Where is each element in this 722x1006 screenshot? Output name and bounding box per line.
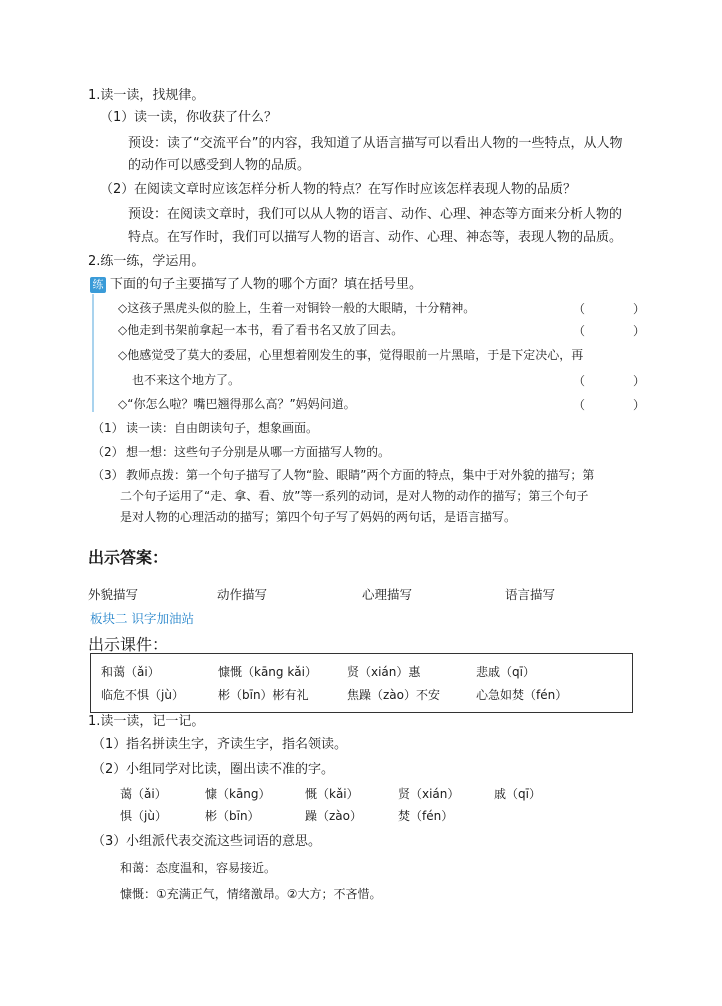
s3-step-1	[92, 737, 347, 753]
s3-step-3-num: （3）	[92, 834, 127, 849]
answer-blank-4[interactable]: （ ）	[573, 398, 646, 412]
step-3-text: 教师点拨：第一个句子描写了人物“脸、眼睛”两个方面的特点，集中于对外貌的描写；第	[126, 468, 595, 482]
char-3: 慨（kǎi）	[305, 787, 359, 801]
sentence-4: ◇“你怎么啦？嘴巴翘得那么高？”妈妈问道。	[118, 397, 356, 411]
section1-title: 1.读一读，找规律。	[88, 88, 205, 103]
step-1	[92, 420, 318, 436]
vocab-3: 贤（xián）惠	[347, 665, 421, 679]
step-2-num: （2）	[92, 445, 124, 459]
question-2-text: 在阅读文章时应该怎样分析人物的特点？在写作时应该怎样表现人物的品质？	[134, 182, 577, 197]
step-1-num: （1）	[92, 421, 124, 435]
char-6: 惧（jù）	[120, 809, 167, 823]
question-2	[100, 182, 576, 198]
answers-heading: 出示答案：	[88, 548, 169, 567]
definition-2: 慷慨：①充满正气，情绪激昂。②大方；不吝惜。	[120, 887, 382, 901]
sentence-2: ◇他走到书架前拿起一本书，看了看书名又放了回去。	[118, 323, 404, 337]
practice-divider	[92, 294, 94, 412]
section2-title: 2.练一练，学运用。	[88, 254, 205, 269]
q2-answer-line2: 特点。在写作时，我们可以描写人物的语言、动作、心理、神态等，表现人物的品质。	[128, 230, 623, 245]
vocab-8: 心急如焚（fén）	[476, 688, 568, 702]
answer-blank-2[interactable]: （ ）	[573, 324, 646, 338]
q2-answer-line1: 预设：在阅读文章时，我们可以从人物的语言、动作、心理、神态等方面来分析人物的	[128, 207, 623, 222]
vocab-7: 焦躁（zào）不安	[347, 688, 440, 702]
answer-blank-1[interactable]: （ ）	[573, 302, 646, 316]
vocab-5: 临危不惧（jù）	[101, 688, 184, 702]
char-8: 躁（zào）	[305, 809, 362, 823]
vocab-2: 慷慨（kāng kǎi）	[218, 665, 317, 679]
step-3	[92, 467, 594, 483]
question-2-num: （2）	[100, 182, 135, 197]
char-7: 彬（bīn）	[205, 809, 260, 823]
q1-answer-line2: 的动作可以感受到人物的品质。	[128, 158, 311, 173]
definition-1: 和蔼：态度温和，容易接近。	[120, 861, 277, 875]
vocab-6: 彬（bīn）彬有礼	[218, 688, 309, 702]
vocab-4: 悲戚（qī）	[476, 665, 535, 679]
step-2	[92, 444, 390, 460]
question-1-num: （1）	[100, 110, 135, 125]
char-1: 蔼（ǎi）	[120, 787, 167, 801]
section3-title: 1.读一读，记一记。	[88, 714, 205, 729]
char-5: 戚（qī）	[494, 787, 541, 801]
char-9: 焚（fén）	[398, 809, 454, 823]
s3-step-3	[92, 834, 321, 850]
practice-instruction: 下面的句子主要描写了人物的哪个方面？填在括号里。	[110, 277, 423, 292]
s3-step-2-text: 小组同学对比读，圈出读不准的字。	[126, 762, 335, 777]
answer-2: 动作描写	[217, 587, 268, 602]
step-3-line3: 是对人物的心理活动的描写；第四个句子写了妈妈的两句话，是语言描写。	[120, 510, 517, 524]
sentence-3-cont: 也不来这个地方了。	[132, 373, 241, 387]
sentence-3: ◇他感觉受了莫大的委屈，心里想着刚发生的事，觉得眼前一片黑暗，于是下定决心，再	[118, 348, 584, 362]
block2-label: 板块二 识字加油站	[90, 611, 194, 626]
question-1	[100, 110, 277, 126]
step-3-num: （3）	[92, 468, 124, 482]
char-4: 贤（xián）	[398, 787, 460, 801]
char-2: 慷（kāng）	[205, 787, 271, 801]
vocab-1: 和蔼（ǎi）	[101, 665, 160, 679]
answer-4: 语言描写	[505, 587, 556, 602]
step-2-text: 想一想：这些句子分别是从哪一方面描写人物的。	[126, 445, 391, 459]
answer-blank-3[interactable]: （ ）	[573, 374, 646, 388]
sentence-1: ◇这孩子黑虎头似的脸上，生着一对铜铃一般的大眼睛，十分精神。	[118, 301, 476, 315]
s3-step-1-text: 指名拼读生字，齐读生字，指名领读。	[126, 737, 348, 752]
s3-step-1-num: （1）	[92, 737, 127, 752]
answer-1: 外貌描写	[88, 587, 139, 602]
step-1-text: 读一读：自由朗读句子，想象画面。	[126, 421, 319, 435]
practice-icon: 练	[90, 277, 106, 293]
s3-step-2-num: （2）	[92, 762, 127, 777]
vocab-box	[90, 653, 633, 713]
s3-step-3-text: 小组派代表交流这些词语的意思。	[126, 834, 322, 849]
step-3-line2: 二个句子运用了“走、拿、看、放”等一系列的动词，是对人物的动作的描写；第三个句子	[120, 489, 589, 503]
q1-answer-line1: 预设：读了“交流平台”的内容，我知道了从语言描写可以看出人物的一些特点，从人物	[128, 136, 623, 151]
answer-3: 心理描写	[362, 587, 413, 602]
courseware-heading: 出示课件：	[88, 635, 169, 654]
question-1-text: 读一读，你收获了什么？	[134, 110, 278, 125]
s3-step-2	[92, 762, 334, 778]
